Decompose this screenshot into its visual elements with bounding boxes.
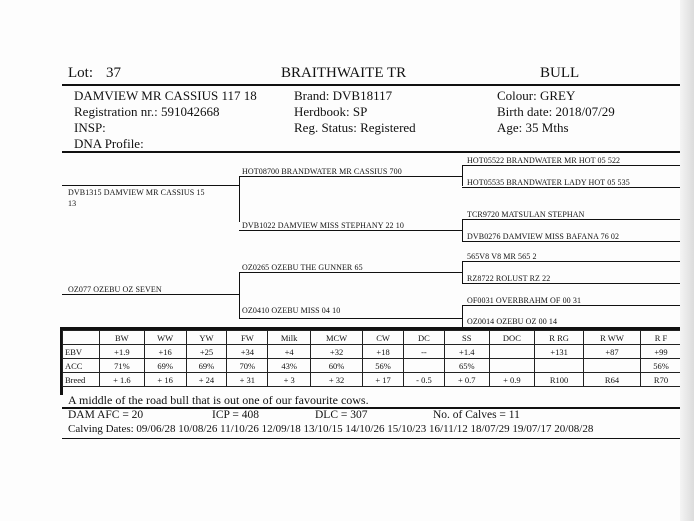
breed-cell: + 0.9 bbox=[489, 373, 535, 387]
breed-cell: + 0.7 bbox=[444, 373, 489, 387]
ds-dam-line bbox=[462, 283, 680, 284]
dam-sire-line bbox=[239, 272, 463, 273]
ebv-cell: +32 bbox=[311, 345, 363, 359]
ebv-cell: +16 bbox=[144, 345, 186, 359]
pedigree-dd-sire: OF0031 OVERBRAHM OF 00 31 bbox=[467, 296, 582, 305]
breed-cell: + 31 bbox=[227, 373, 268, 387]
ebv-header-cell: CW bbox=[363, 331, 404, 345]
acc-cell: 69% bbox=[186, 359, 227, 373]
ebv-header-cell: DC bbox=[404, 331, 445, 345]
sd-dam-line bbox=[462, 241, 680, 242]
ebv-cell: +4 bbox=[268, 345, 311, 359]
ebv-cell: +131 bbox=[535, 345, 584, 359]
ebv-cell: +99 bbox=[640, 345, 681, 359]
ebv-header-cell bbox=[63, 331, 100, 345]
footer-divider bbox=[62, 438, 680, 439]
ds-sire-line bbox=[462, 261, 680, 262]
ss-sire-line bbox=[462, 165, 680, 166]
ebv-header-row bbox=[63, 331, 682, 345]
breed-cell: + 16 bbox=[144, 373, 186, 387]
pedigree-ds-dam: RZ8722 ROLUST RZ 22 bbox=[467, 274, 551, 283]
sire-sire-bracket bbox=[462, 165, 463, 186]
breed-cell: R70 bbox=[640, 373, 681, 387]
header-divider bbox=[62, 84, 680, 86]
acc-cell: 65% bbox=[444, 359, 489, 373]
sire-sire-line bbox=[239, 176, 463, 177]
acc-cell: 71% bbox=[100, 359, 145, 373]
owner-name: BRAITHWAITE TR bbox=[281, 65, 407, 81]
lot-number: 37 bbox=[106, 65, 121, 81]
info-divider bbox=[62, 151, 680, 153]
pedigree-ds-sire: 565V8 V8 MR 565 2 bbox=[467, 252, 537, 261]
breed-cell: + 1.6 bbox=[100, 373, 145, 387]
pedigree-dam: OZ077 OZEBU OZ SEVEN bbox=[68, 285, 162, 294]
breed-cell: + 17 bbox=[363, 373, 404, 387]
acc-cell bbox=[489, 359, 535, 373]
pedigree-ss-sire: HOT05522 BRANDWATER MR HOT 05 522 bbox=[467, 156, 621, 165]
acc-cell bbox=[584, 359, 641, 373]
ebv-header-cell: R F bbox=[640, 331, 681, 345]
acc-row bbox=[63, 359, 682, 373]
ebv-header-cell: DOC bbox=[489, 331, 535, 345]
sd-sire-line bbox=[462, 219, 680, 220]
registration-number: Registration nr.: 591042668 bbox=[74, 104, 220, 119]
ebv-header-cell: R RG bbox=[535, 331, 584, 345]
ebv-cell: +87 bbox=[584, 345, 641, 359]
ebv-cell bbox=[489, 345, 535, 359]
ebv-cell: +34 bbox=[227, 345, 268, 359]
dam-line bbox=[62, 294, 240, 295]
age: Age: 35 Mths bbox=[497, 120, 569, 135]
ebv-header-cell: FW bbox=[227, 331, 268, 345]
breed-row-label: Breed bbox=[63, 373, 100, 387]
ebv-cell: -- bbox=[404, 345, 445, 359]
acc-cell: 56% bbox=[640, 359, 681, 373]
dam-icp: ICP = 408 bbox=[212, 409, 259, 421]
pedigree-ss-dam: HOT05535 BRANDWATER LADY HOT 05 535 bbox=[467, 178, 630, 187]
page-edge-shadow bbox=[680, 0, 694, 521]
ebv-row-label: EBV bbox=[63, 345, 100, 359]
calving-dates: Calving Dates: 09/06/28 10/08/26 11/10/26 12/09/18 13/10/15 14/10/26 15/10/23 16/11/12 18/07/29 19/07/17 20/08/28 bbox=[68, 423, 594, 435]
insp-label: INSP: bbox=[74, 120, 106, 135]
dam-dlc: DLC = 307 bbox=[315, 409, 368, 421]
herdbook: Herdbook: SP bbox=[294, 104, 368, 119]
comment: A middle of the road bull that is out one of our favourite cows. bbox=[68, 393, 369, 407]
colour: Colour: GREY bbox=[497, 88, 576, 103]
ebv-cell: +1.9 bbox=[100, 345, 145, 359]
dam-bracket bbox=[239, 272, 240, 319]
lot-label: Lot: bbox=[68, 65, 93, 81]
pedigree-sire-dam: DVB1022 DAMVIEW MISS STEPHANY 22 10 bbox=[242, 221, 404, 230]
sire-bracket bbox=[239, 176, 240, 222]
acc-row-label: ACC bbox=[63, 359, 100, 373]
ebv-row bbox=[63, 345, 682, 359]
sire-line bbox=[62, 185, 240, 186]
dam-calves: No. of Calves = 11 bbox=[433, 409, 520, 421]
sire-dam-line bbox=[239, 230, 463, 231]
ebv-header-cell: SS bbox=[444, 331, 489, 345]
animal-sex: BULL bbox=[540, 65, 580, 81]
birth-date: Birth date: 2018/07/29 bbox=[497, 104, 615, 119]
pedigree-sire-sire: HOT08700 BRANDWATER MR CASSIUS 700 bbox=[242, 167, 402, 176]
acc-cell: 69% bbox=[144, 359, 186, 373]
pedigree-sire: DVB1315 DAMVIEW MR CASSIUS 15 bbox=[68, 188, 205, 197]
dam-sire-bracket bbox=[462, 261, 463, 283]
breed-cell: + 3 bbox=[268, 373, 311, 387]
ebv-cell: +18 bbox=[363, 345, 404, 359]
ss-dam-line bbox=[462, 187, 680, 188]
pedigree-sd-sire: TCR9720 MATSULAN STEPHAN bbox=[467, 210, 585, 219]
ebv-header-cell: WW bbox=[144, 331, 186, 345]
ebv-table bbox=[62, 330, 682, 387]
pedigree-dam-dam: OZ0410 OZEBU MISS 04 10 bbox=[242, 306, 341, 315]
pedigree-dam-sire: OZ0265 OZEBU THE GUNNER 65 bbox=[242, 263, 363, 272]
acc-cell: 56% bbox=[363, 359, 404, 373]
dd-sire-line bbox=[462, 305, 680, 306]
breed-cell: + 24 bbox=[186, 373, 227, 387]
brand: Brand: DVB18117 bbox=[294, 88, 393, 103]
pedigree-sd-dam: DVB0276 DAMVIEW MISS BAFANA 76 02 bbox=[467, 232, 620, 241]
dam-afc: DAM AFC = 20 bbox=[68, 409, 144, 421]
sire-dam-bracket bbox=[462, 219, 463, 241]
dam-dam-bracket bbox=[462, 305, 463, 327]
acc-cell: 70% bbox=[227, 359, 268, 373]
breed-row bbox=[63, 373, 682, 387]
ebv-cell: +25 bbox=[186, 345, 227, 359]
breed-cell: R64 bbox=[584, 373, 641, 387]
pedigree-dd-dam: OZ0014 OZEBU OZ 00 14 bbox=[467, 317, 558, 326]
dna-profile-label: DNA Profile: bbox=[74, 136, 144, 151]
comment-divider bbox=[62, 407, 680, 409]
ebv-header-cell: YW bbox=[186, 331, 227, 345]
acc-cell bbox=[535, 359, 584, 373]
ebv-cell: +1.4 bbox=[444, 345, 489, 359]
ebv-header-cell: MCW bbox=[311, 331, 363, 345]
animal-name: DAMVIEW MR CASSIUS 117 18 bbox=[74, 88, 257, 103]
ebv-header-cell: BW bbox=[100, 331, 145, 345]
breed-cell: R100 bbox=[535, 373, 584, 387]
acc-cell: 43% bbox=[268, 359, 311, 373]
ebv-header-cell: Milk bbox=[268, 331, 311, 345]
registration-status: Reg. Status: Registered bbox=[294, 120, 416, 135]
acc-cell bbox=[404, 359, 445, 373]
ebv-header-cell: R WW bbox=[584, 331, 641, 345]
dam-dam-line bbox=[239, 318, 463, 319]
pedigree-sire-cont: 13 bbox=[68, 199, 77, 208]
breed-cell: - 0.5 bbox=[404, 373, 445, 387]
breed-cell: + 32 bbox=[311, 373, 363, 387]
acc-cell: 60% bbox=[311, 359, 363, 373]
